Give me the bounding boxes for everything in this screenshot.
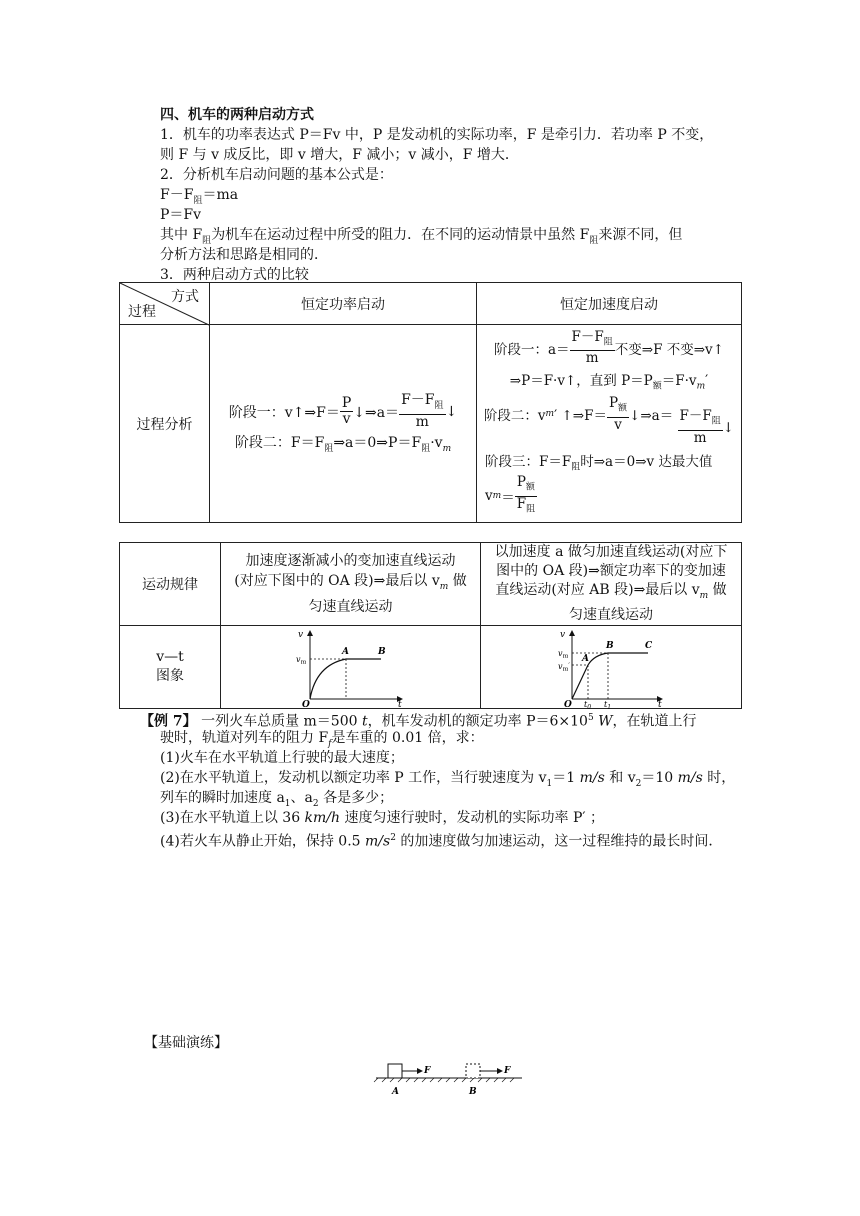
constant-accel-motion (481, 543, 742, 626)
cp-stage2-sub: 阻 (324, 443, 334, 454)
q3u: km/h (304, 810, 341, 826)
example-l2b: 是车重的 0.01 倍，求： (331, 730, 484, 746)
graph2-vmp-label (558, 662, 570, 673)
q2l2s2: 2 (312, 798, 319, 809)
q4a: (4)若火车从静止开始，保持 0.5 (160, 833, 365, 850)
ca-s1-l2a: ⇒P＝F·v↑，直到 P＝P (509, 373, 653, 390)
cp-fraction-a (399, 393, 445, 430)
cp-motion-l3: 匀速直线运动 (308, 598, 393, 615)
corner-top-label: 方式 (171, 289, 199, 305)
example-q1: (1)火车在水平轨道上行驶的最大速度； (160, 750, 404, 766)
ca-s1-num: F－F (571, 328, 604, 345)
ca-s2-v: v (614, 416, 622, 433)
example-l2a: 驶时，轨道对列车的阻力 F (160, 730, 329, 746)
corner-bottom-label: 过程 (128, 304, 156, 320)
example-l1b: ，机车发动机的额定功率 P＝6×10 (367, 713, 588, 730)
ca-motion-l3 (481, 581, 741, 606)
cp-motion-l1: 加速度逐渐减小的变加速直线运动 (245, 553, 456, 569)
table1-row-label: 过程分析 (120, 325, 210, 523)
ca-vmax (477, 475, 741, 517)
q4b: 的加速度做匀加速运动，这一过程维持的最长时间． (395, 833, 723, 850)
graph1-y-label: v (297, 629, 303, 640)
cp-stage1-prefix: 阶段一：v↑⇒F＝ (228, 404, 340, 421)
graph2-t0: t (584, 699, 588, 709)
cp-motion-l2m: m (439, 581, 449, 592)
section-heading: 四、机车的两种启动方式 (160, 107, 314, 123)
paragraph-4: 3．两种启动方式的比较 (160, 267, 309, 283)
ca-s2-den: m (693, 430, 707, 447)
ca-motion-l3a: 直线运动(对应 AB 段)⇒最后以 v (495, 582, 700, 598)
graph1-vm-sub: m (300, 658, 306, 666)
table1-col2-header: 恒定加速度启动 (477, 283, 742, 325)
vt-label-l2: 图象 (156, 667, 184, 684)
vt-label-l1: v—t (156, 648, 184, 665)
q2l2s1: 1 (284, 798, 291, 809)
ca-vm: v (485, 488, 493, 505)
graph2-vmp-prime: ′ (568, 661, 570, 670)
ca-motion-l2: 图中的 OA 段)⇒额定功率下的变加速 (496, 563, 726, 579)
paragraph-2: 2．分析机车启动问题的基本公式是： (160, 167, 393, 183)
ca-stage-1 (494, 330, 724, 367)
graph2-vmp-sub: m (562, 665, 569, 673)
q2b: ＝1 (552, 770, 580, 786)
ca-s1-den: m (585, 350, 599, 367)
comparison-table-1 (119, 282, 742, 523)
cp-a-num (399, 393, 445, 415)
ca-motion-l3b: 做 (708, 582, 727, 598)
cp-a-den: m (415, 414, 429, 430)
q2u2: m/s (677, 770, 703, 786)
cp-stage2-a: 阶段二：F＝F (234, 435, 325, 451)
ca-s3a: 阶段三：F＝F (485, 454, 572, 471)
formula-1-part-b: ＝ma (202, 187, 239, 203)
q3b: 速度匀速行驶时，发动机的实际功率 P′ ； (340, 810, 604, 826)
q2c: 和 v (604, 770, 636, 786)
graph2-vm: v (558, 648, 563, 658)
graph2-B: B (606, 640, 614, 651)
graph1-O: O (301, 699, 310, 710)
constant-accel-analysis (477, 325, 742, 523)
cp-stage2-c: ·v (430, 435, 443, 451)
vt-graph-cell-1 (221, 625, 481, 708)
p3-part-2: 为机车在运动过程中所受的阻力．在不同的运动情景中虽然 F (211, 227, 590, 243)
q2l2b: 、a (290, 790, 313, 806)
graph2-t1: t (604, 699, 608, 709)
cp-stage1-end: ↓ (445, 403, 458, 420)
q2d: ＝10 (641, 770, 678, 786)
cp-stage1-mid: ↓⇒a＝ (353, 404, 400, 421)
ca-s3b: 时⇒a＝0⇒v 达最大值 (580, 454, 713, 471)
cp-fraction-pv (340, 396, 353, 427)
graph1-vm: v (295, 654, 301, 664)
cp-stage-2 (210, 432, 476, 454)
q4u: m/s (365, 833, 391, 850)
example-l1a: 一列火车总质量 m＝500 (196, 713, 362, 730)
ca-s1-fraction (570, 330, 615, 367)
graph2-A: A (582, 653, 589, 664)
ca-s2-prefix: 阶段二：v (483, 408, 546, 425)
cp-frac-den: v (342, 411, 351, 428)
ca-stage-2-line2 (678, 409, 735, 446)
force-label-2: F (504, 1066, 511, 1076)
practice-heading: 【基础演练】 (144, 1035, 228, 1051)
ca-s2-b: ′ ↑⇒F＝ (554, 408, 607, 425)
ca-s1-sub: 阻 (603, 337, 613, 348)
graph1-t: t (397, 699, 402, 710)
label-a: A (392, 1087, 399, 1097)
ca-vmax-num (515, 475, 537, 497)
q2e: 时， (702, 770, 736, 786)
graph2-t: t (658, 699, 662, 710)
cp-stage-1 (229, 393, 458, 430)
formula-2: P＝Fv (160, 207, 202, 223)
formula-1-sub: 阻 (193, 195, 203, 206)
ca-vmax-F: F (516, 495, 527, 512)
constant-power-analysis (210, 325, 477, 523)
example-q4 (160, 829, 722, 851)
ca-s2-P: P (608, 395, 619, 412)
ca-motion-l3m: m (699, 590, 709, 601)
table1-corner-cell (120, 283, 210, 325)
ca-vmax-P: P (516, 473, 526, 490)
cp-stage2-m: m (442, 443, 452, 454)
p3-sub-1: 阻 (202, 235, 212, 246)
block-b (466, 1064, 480, 1078)
ca-vmax-Psub: 额 (525, 482, 535, 493)
vt-graph-constant-power (295, 627, 406, 710)
p3-sub-2: 阻 (589, 235, 599, 246)
ca-s2-c: ↓⇒a＝ (629, 408, 674, 425)
cp-motion-l2b: 做 (448, 573, 467, 589)
table2-row2-label (120, 625, 221, 708)
example-l1sup: 5 (587, 713, 594, 723)
graph2-y-label: v (560, 629, 566, 640)
cp-a-num-text: F－F (401, 392, 435, 409)
ca-s1-l2d: ′ (705, 373, 709, 390)
graph1-A: A (341, 646, 349, 657)
graph2-vm-sub: m (562, 652, 569, 660)
q2l2a: 列车的瞬时加速度 a (160, 790, 285, 806)
formula-1-part-a: F－F (160, 187, 194, 203)
cp-frac-num: P (341, 395, 352, 412)
q2a: (2)在水平轨道上，发动机以额定功率 P 工作，当行驶速度为 v (160, 770, 547, 786)
p3-part-1: 其中 F (160, 227, 203, 243)
q2s1: 1 (546, 778, 553, 789)
ca-s1-l2c: m (696, 382, 706, 393)
block-a (388, 1064, 402, 1078)
example-l1c: ，在轨道上行 (612, 713, 697, 730)
ca-motion-l1: 以加速度 a 做匀加速直线运动(对应下 (494, 544, 728, 560)
ca-stage-3 (477, 450, 741, 473)
cp-a-num-sub: 阻 (434, 401, 444, 411)
force-label-1: F (424, 1066, 431, 1076)
ca-eq: ＝ (501, 490, 515, 507)
q2u1: m/s (579, 770, 605, 786)
q2s2: 2 (635, 778, 642, 789)
vt-graph-constant-accel (556, 627, 666, 711)
ca-s2-fraction (607, 396, 629, 433)
ca-s2-Psub: 额 (618, 403, 628, 414)
ca-vmax-den (515, 497, 537, 518)
cp-motion-l2a: (对应下图中的 OA 段)⇒最后以 v (234, 573, 440, 589)
ca-vmax-fraction (515, 475, 537, 517)
example-label: 【例 7】 (140, 713, 197, 730)
cp-stage2-b: ⇒a＝0⇒P＝F (333, 435, 422, 451)
comparison-table-2 (119, 542, 742, 709)
graph1-vm-label (296, 655, 307, 666)
graph2-vm-label (558, 649, 569, 660)
ca-s1-end: 不变⇒F 不变⇒v↑ (614, 342, 725, 359)
constant-power-motion (221, 543, 481, 626)
ca-vmax-Fsub: 阻 (526, 504, 536, 515)
table1-col1-header: 恒定功率启动 (210, 283, 477, 325)
q3a: (3)在水平轨道上以 36 (160, 810, 305, 826)
ca-s2-fraction-2 (678, 409, 723, 446)
label-b: B (469, 1087, 477, 1097)
paragraph-3b: 分析方法和思路是相同的． (160, 247, 328, 263)
ca-s2-numsub: 阻 (711, 417, 721, 428)
q4sup: 2 (390, 833, 396, 843)
graph2-t1-sub: 1 (607, 703, 612, 711)
example-l2sub: f (328, 738, 332, 749)
graph2-t0-sub: 0 (587, 703, 592, 711)
p3-part-3: 来源不同，但 (598, 227, 683, 243)
example-line-1 (140, 709, 697, 731)
example-l1W: W (593, 713, 613, 730)
ca-s1-prefix: 阶段一：a＝ (493, 342, 570, 359)
vt-graph-cell-2 (481, 625, 742, 711)
ca-s1-l2b: ＝F·v (661, 373, 697, 390)
ca-s2-num2-wrap (678, 409, 723, 431)
ca-s2-end: ↓ (722, 419, 735, 436)
ca-s2-num2: F－F (679, 408, 712, 425)
example-l1t: t (361, 713, 368, 730)
graph2-C: C (645, 640, 653, 651)
block-force-figure (372, 1058, 532, 1098)
ca-s1-num-wrap (570, 330, 615, 352)
example-q3 (160, 809, 604, 827)
cp-stage2-sub2: 阻 (421, 443, 431, 454)
cp-motion-l2 (221, 571, 480, 597)
ground-hatch (374, 1078, 514, 1082)
ca-vm-m: m (492, 491, 502, 502)
graph2-O: O (564, 699, 572, 710)
paragraph-1b: 则 F 与 v 成反比，即 v 增大，F 减小；v 减小，F 增大． (160, 147, 519, 163)
q2l2c: 各是多少； (318, 790, 394, 806)
ca-stage-1-line2 (477, 369, 741, 392)
paragraph-1a: 1．机车的功率表达式 P＝Fv 中，P 是发动机的实际功率，F 是牵引力．若功率 P 不变， (160, 127, 714, 143)
ca-s1-l2sub: 额 (652, 382, 662, 393)
graph2-vmp: v (558, 661, 563, 671)
ca-s3sub: 阻 (571, 462, 581, 473)
ca-stage-2 (484, 396, 673, 433)
ca-s2-m: m (545, 409, 555, 420)
ca-s2-num-wrap (607, 396, 629, 418)
ca-motion-l4: 匀速直线运动 (569, 606, 653, 623)
table2-row1-label: 运动规律 (120, 543, 221, 626)
graph1-B: B (377, 646, 386, 657)
